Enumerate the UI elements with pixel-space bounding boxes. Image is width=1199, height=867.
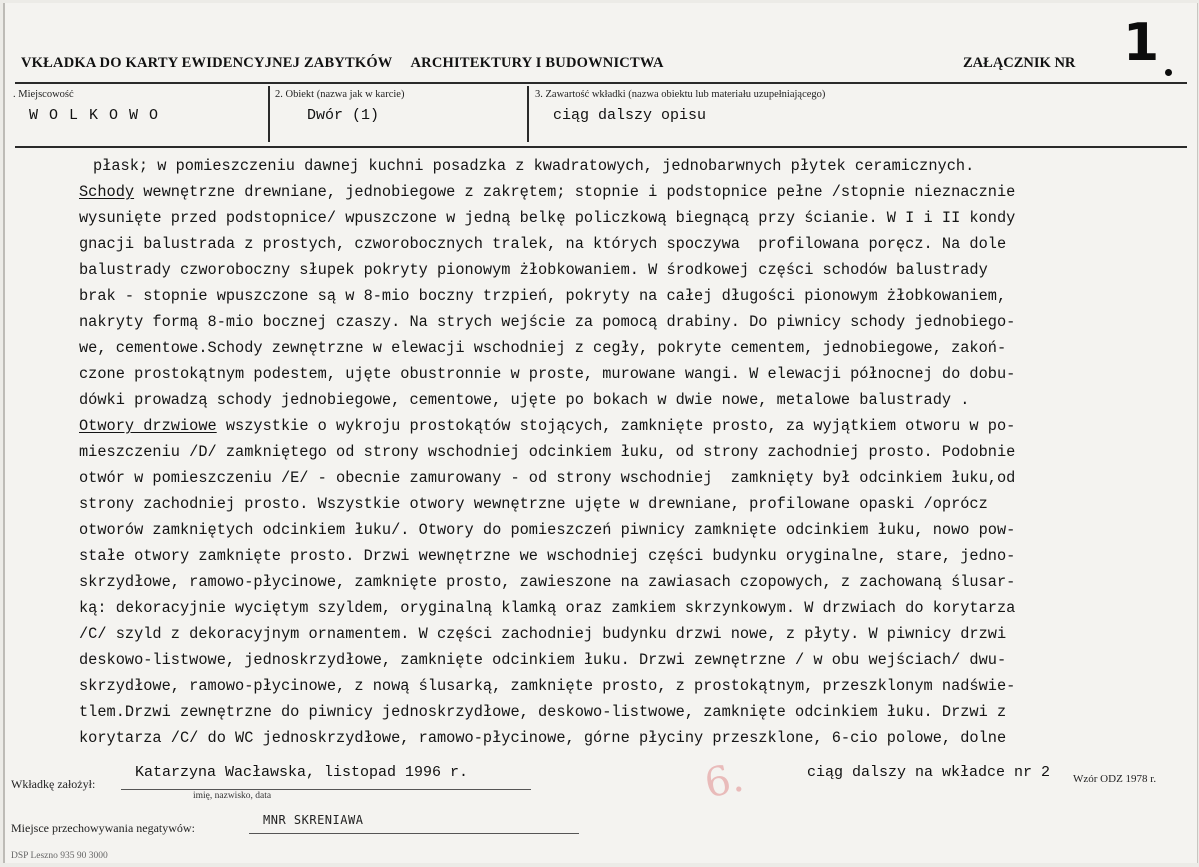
description-line [79,491,988,517]
record-card [3,3,1198,863]
continued-note: ciąg dalszy na wkładce nr 2 [807,764,1051,781]
description-line [93,153,974,179]
created-by-label: Wkładkę założył: [11,777,96,791]
form-note: Wzór ODZ 1978 r. [1073,773,1157,785]
description-line-text: tlem.Drzwi zewnętrzne do piwnicy jednoskrzydłowe, deskowo-listwowe, zamknięte odcinkiem łuku. Drzwi z [79,703,1007,721]
description-line-text: deskowo-listwowe, jednoskrzydłowe, zamknięte odcinkiem łuku. Drzwi zewnętrzne / w obu wejściach/ dwu- [79,651,1007,669]
description-line [79,647,1006,673]
description-line-text: skrzydłowe, ramowo-płycinowe, z nową ślusarką, zamknięte prosto, z prostokątnym, przeszklonym nadświe- [79,677,1016,695]
description-line-text: we, cementowe.Schody zewnętrzne w elewacji wschodniej z cegły, pokryte cementem, jednobiegowe, zakoń- [79,339,1007,357]
negatives-value: MNR SKRENIAWA [263,813,364,827]
description-line [79,257,988,283]
description-line [79,595,1015,621]
header-rule [15,82,1187,84]
description-line [79,621,1006,647]
created-by-value: Katarzyna Wacławska, listopad 1996 r. [135,764,469,781]
description-line-text: wewnętrzne drewniane, jednobiegowe z zakrętem; stopnie i podstopnice pełne /stopnie nieznacznie [134,183,1016,201]
fields-rule [15,146,1187,148]
field-divider-2 [527,86,529,142]
content-label: 3. Zawartość wkładki (nazwa obiektu lub materiału uzupełniającego) [535,89,826,100]
locality-label: . Miejscowość [13,89,74,100]
created-by-line [121,789,531,790]
negatives-line [249,833,579,834]
created-by-hint: imię, nazwisko, data [193,791,272,801]
description-line-text: nakryty formą 8-mio bocznej czaszy. Na strych wejście za pomocą drabiny. Do piwnicy schody jednobiego- [79,313,1016,331]
description-line-text: dówki prowadzą schody jednobiegowe, cementowe, ujęte po bokach w dwie nowe, metalowe balustrady . [79,391,970,409]
description-line-text: wysunięte przed podstopnice/ wpuszczone w jedną belkę policzkową biegnącą przy ścianie. W I i II kondy [79,209,1016,227]
description-line [79,335,1006,361]
description-line [79,725,1006,751]
title-left: VKŁADKA DO KARTY EWIDENCYJNEJ ZABYTKÓW [21,55,393,71]
description-line-text: strony zachodniej prosto. Wszystkie otwory wewnętrzne ujęte w drewniane, profilowane opaski /oprócz [79,495,988,513]
description-line-text: czone prostokątnym podestem, ujęte obustronnie w proste, murowane wangi. W elewacji północnej do dobu- [79,365,1016,383]
description-line-text: ką: dekoracyjnie wyciętym szyldem, oryginalną klamką oraz zamkiem skrzynkowym. W drzwiach do korytarza [79,599,1016,617]
description-line-text: mieszczeniu /D/ zamkniętego od strony wschodniej odcinkiem łuku, od strony zachodniej prosto. Podobnie [79,443,1016,461]
description-line-text: balustrady czworoboczny słupek pokryty pionowym żłobkowaniem. W środkowej części schodów balustrady [79,261,988,279]
description-line-text: korytarza /C/ do WC jednoskrzydłowe, ramowo-płycinowe, górne płyciny przeszklone, 6-cio polowe, dolne [79,729,1007,747]
red-mark: 6. [700,754,748,808]
description-line [79,439,1015,465]
description-line [79,465,1015,491]
negatives-label: Miejsce przechowywania negatywów: [11,821,195,835]
attachment-number-dot [1165,69,1172,76]
card-title [21,55,664,72]
description-line [79,543,1015,569]
description-line [79,205,1015,231]
description-line-text: brak - stopnie wpuszczone są w 8-mio boczny trzpień, pokryty na całej długości pionowym żłobkowaniem, [79,287,1007,305]
object-value: Dwór (1) [307,107,380,124]
description-line [79,361,1015,387]
description-line [79,699,1006,725]
content-value: ciąg dalszy opisu [553,107,707,124]
description-line [79,179,1015,205]
print-info: DSP Leszno 935 90 3000 [11,851,108,861]
description-line [79,569,1015,595]
description-line [79,387,969,413]
object-label: 2. Obiekt (nazwa jak w karcie) [275,89,405,100]
underlined-heading: Schody [79,183,135,201]
description-line-text: gnacji balustrada z prostych, czworobocznych tralek, na których spoczywa profilowana poręcz. Na dole [79,235,1007,253]
description-line [79,231,1006,257]
description-line [79,517,1015,543]
description-line [79,309,1015,335]
description-line-text: skrzydłowe, ramowo-płycinowe, zamknięte prosto, zawieszone na zawiasach czopowych, z zachowaną ślusar- [79,573,1016,591]
title-right: ARCHITEKTURY I BUDOWNICTWA [410,55,664,71]
field-divider-1 [268,86,270,142]
description-line-text: płask; w pomieszczeniu dawnej kuchni posadzka z kwadratowych, jednobarwnych płytek ceramicznych. [93,157,975,175]
description-line-text: otworów zamkniętych odcinkiem łuku/. Otwory do pomieszczeń piwnicy zamknięte odcinkiem łuku, nowo pow- [79,521,1016,539]
description-line-text: otwór w pomieszczeniu /E/ - obecnie zamurowany - od strony wschodniej zamknięty był odcinkiem łuku,od [79,469,1016,487]
attachment-label: ZAŁĄCZNIK NR [963,55,1076,71]
description-line-text: /C/ szyld z dekoracyjnym ornamentem. W części zachodniej budynku drzwi nowe, z płyty. W piwnicy drzwi [79,625,1007,643]
description-line [79,673,1015,699]
description-line [79,413,1015,439]
underlined-heading: Otwory drzwiowe [79,417,217,435]
description-text [5,153,1197,763]
description-line-text: wszystkie o wykroju prostokątów stojących, zamknięte prosto, za wyjątkiem otworu w po- [216,417,1016,435]
locality-value: W O L K O W O [29,107,160,124]
description-line-text: stałe otwory zamknięte prosto. Drzwi wewnętrzne we wschodniej części budynku oryginalne, stare, jedno- [79,547,1016,565]
attachment-number: 1 [1123,13,1160,73]
description-line [79,283,1006,309]
